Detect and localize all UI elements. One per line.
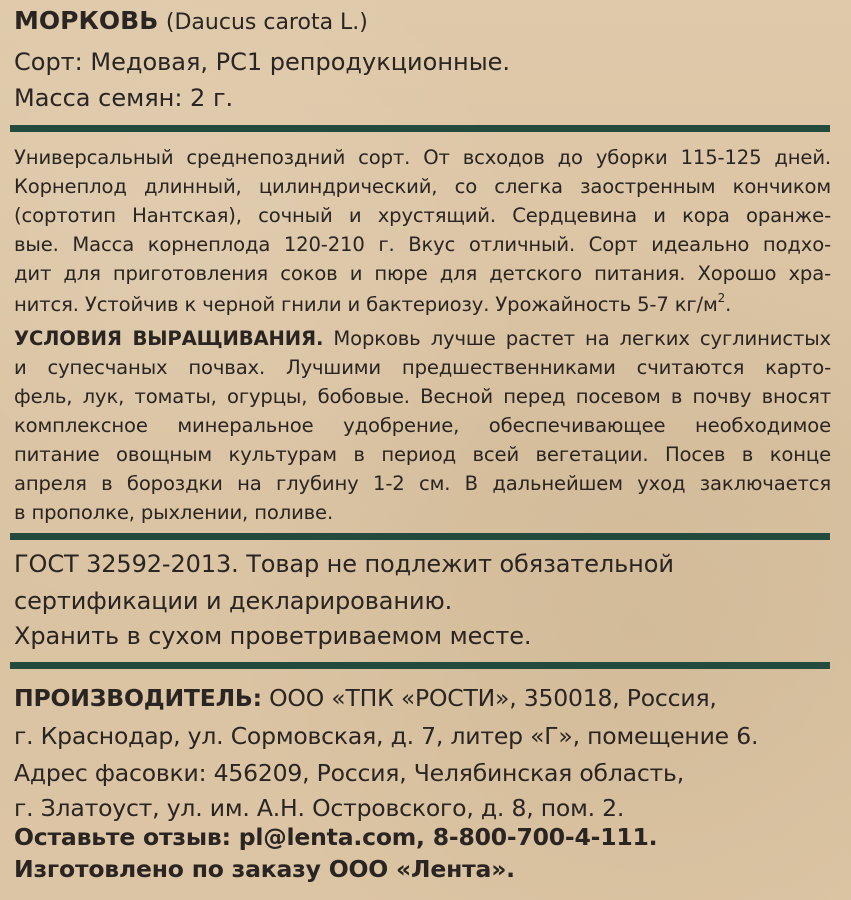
divider-rule	[10, 125, 830, 132]
product-title-line	[14, 6, 368, 35]
divider-rule	[10, 662, 830, 669]
description-line: Универсальный среднепоздний сорт. От всходов до уборки 115-125 дней.	[14, 146, 831, 169]
producer-line: ПРОИЗВОДИТЕЛЬ: ООО «ТПК «РОСТИ», 350018, Россия,	[14, 684, 717, 712]
description-line: нится. Устойчив к черной гнили и бактериозу. Урожайность 5-7 $кг/м^2$.	[14, 291, 732, 316]
divider-rule	[10, 533, 830, 540]
description-line: дит для приготовления соков и пюре для детского питания. Хорошо хра-	[14, 262, 831, 285]
growing-line: и супесчаных почвах. Лучшими предшественниками считаются карто-	[14, 356, 831, 379]
superscript-2: 2	[717, 291, 726, 305]
feedback-line: Оставьте отзыв: pl@lenta.com, 8-800-700-4-111.	[14, 823, 658, 851]
variety-line: Сорт: Медовая, РС1 репродукционные.	[14, 48, 511, 76]
growing-line: апреля в бороздки на глубину 1-2 см. В дальнейшем уход заключается	[14, 472, 831, 495]
producer-label: ПРОИЗВОДИТЕЛЬ:	[14, 684, 262, 712]
growing-line: питание овощным культурам в период всей вегетации. Посев в конце	[14, 443, 831, 466]
growing-heading: УСЛОВИЯ ВЫРАЩИВАНИЯ.	[14, 327, 324, 350]
packing-address-line: Адрес фасовки: 456209, Россия, Челябинская область,	[14, 759, 684, 787]
made-for-line: Изготовлено по заказу ООО «Лента».	[14, 855, 515, 883]
description-line: вые. Масса корнеплода 120-210 г. Вкус отличный. Сорт идеально подхо-	[14, 233, 831, 256]
product-title: МОРКОВЬ	[14, 6, 159, 35]
growing-line: в прополке, рыхлении, поливе.	[14, 501, 334, 524]
description-line: (сортотип Нантская), сочный и хрустящий. Сердцевина и кора оранже-	[14, 204, 831, 227]
certification-line: ГОСТ 32592-2013. Товар не подлежит обязательной	[14, 550, 674, 578]
packing-address-line: г. Златоуст, ул. им. А.Н. Островского, д. 8, пом. 2.	[14, 794, 625, 822]
certification-line: сертификации и декларированию.	[14, 587, 453, 615]
storage-line: Хранить в сухом проветриваемом месте.	[14, 622, 532, 650]
producer-address-line: г. Краснодар, ул. Сормовская, д. 7, литер «Г», помещение 6.	[14, 722, 759, 750]
latin-name: (Daucus carota L.)	[165, 10, 368, 35]
seed-mass-line: Масса семян: 2 г.	[14, 84, 234, 112]
growing-line: фель, лук, томаты, огурцы, бобовые. Весной перед посевом в почву вносят	[14, 385, 831, 408]
description-line: Корнеплод длинный, цилиндрический, со слегка заостренным кончиком	[14, 175, 831, 198]
growing-line: комплексное минеральное удобрение, обеспечивающее необходимое	[14, 414, 831, 437]
growing-line: УСЛОВИЯ ВЫРАЩИВАНИЯ. Морковь лучше растет на легких суглинистых	[14, 327, 831, 350]
